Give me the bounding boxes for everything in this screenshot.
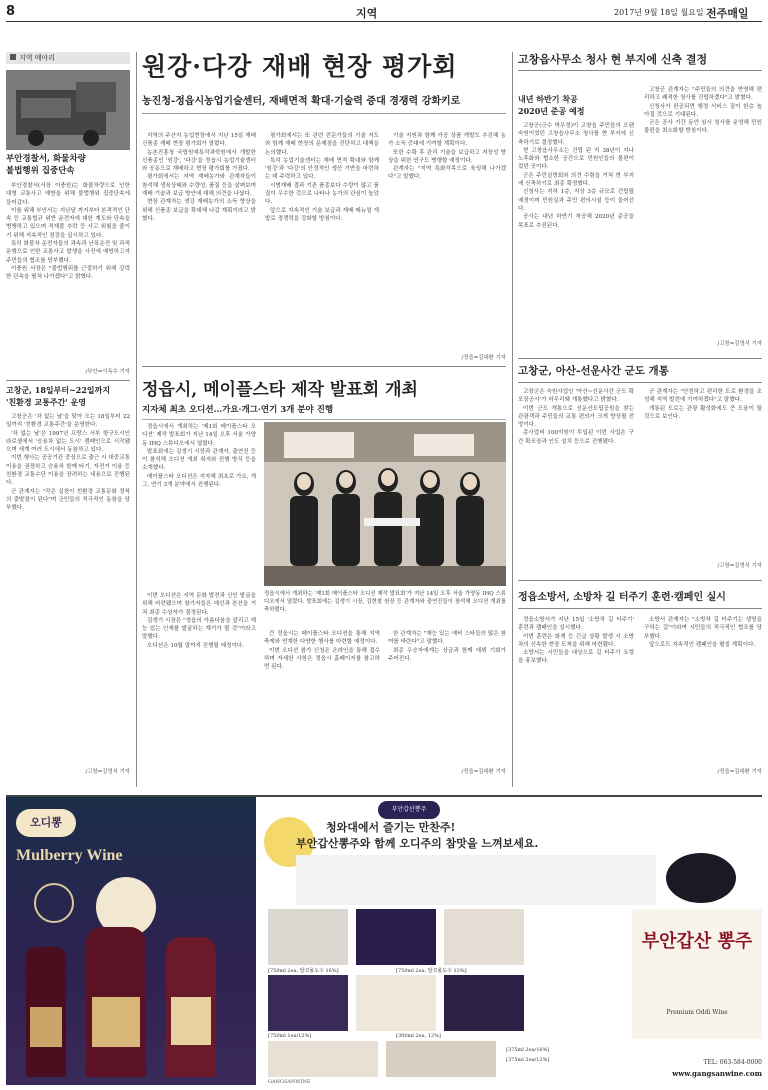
left-divider	[6, 380, 130, 381]
ad-gift-label-5: [375ml 2ea/16%]	[506, 1047, 550, 1053]
middle-article-subtitle: 지자체 최초 오디션…가요·개그·연기 3개 분야 진행	[142, 404, 506, 420]
ad-company: GANGSANWINE	[268, 1079, 311, 1085]
ad-bottle-3	[166, 937, 216, 1077]
ad-gift-label-1: [750ml 2ea, 알코올도수 16%]	[268, 968, 339, 974]
ad-product-3	[444, 909, 524, 965]
ad-brand-en: Mulberry Wine	[16, 847, 123, 864]
right-a1-byline: /고창=김영식 기자	[717, 341, 762, 347]
right-a3-col-1: 정읍소방서가 지난 15일 '소방차 길 터주기' 훈련과 캠페인을 실시했다. 이번 훈련은 화재 등 긴급 상황 발생 시 소방차의 신속한 현장 도착을 위해 마련됐다. 소방서는 시민들을 대상으로 길 터주기 요령을 홍보했다.	[518, 617, 634, 665]
ad-product-5	[356, 975, 436, 1031]
right-divider-1	[518, 358, 762, 359]
left-h1-title: 부안경찰서, 화물차량	[6, 154, 86, 164]
left-h1-byline: /부안=이옥수 기자	[85, 369, 130, 375]
right-a1-lead-2: 2020년 준공 예정	[518, 106, 585, 116]
top-article-col-3: 기술 지원과 함께 가공 상품 개발도 추진해 농가 소득 증대에 기여할 계획이다. 또한 수확 후 관리 기술을 보급하고 저장성 향상을 위한 연구도 병행할 예정이다. 관계자는 "지역 특화작목으로 육성해 나가겠다"고 말했다.	[388, 133, 506, 181]
right-a2-title: 고창군, 아산-선운사간 군도 개통	[518, 364, 762, 383]
ad-product-4	[268, 975, 348, 1031]
masthead	[6, 4, 762, 22]
ad-calligraphy-en: Premium Oddi Wine	[666, 1009, 728, 1016]
left-photo	[6, 70, 130, 150]
ad-calligraphy: 부안갑산 뽕주	[641, 931, 753, 952]
right-a1-lead-1: 내년 하반기 착공	[518, 94, 578, 104]
ad-badge: 부안갑산뽕주	[378, 801, 440, 819]
top-article-subtitle: 농진청-정읍시농업기술센터, 재배면적 확대·기술력 증대 경쟁력 강화키로	[142, 95, 506, 114]
left-h2-title: 고창군, 18일부터~22일까지	[6, 385, 111, 395]
label-marker-icon	[10, 54, 16, 60]
ad-gift-label-2: [750ml 2ea, 알코올도수 12%]	[396, 968, 467, 974]
top-article-col-1: 지역의 주산지 농업현장에서 지난 15일 재배 신품종 재배 현장 평가회가 열렸다. 농촌진흥청 국립원예특작과학원에서 개발한 신품종인 '원강', '다강'을 정읍시 농업기술센터와 공동으로 재배하고 현장 평가회를 가졌다. 평가회에서는 지역 재배농가와 관계자들이 참석해 생육상태와 수량성, 품질 등을 살펴보며 재배 기술과 보급 방안에 대해 의견을 나눴다. 현장 관계자는 생강 재배농가의 소득 향상을 위해 신품종 보급을 확대해 나갈 계획이라고 밝혔다.	[142, 133, 256, 222]
middle-article-col-4: 한 관계자는 "재능 있는 예비 스타들의 많은 참여를 바란다"고 말했다. 최종 우승자에게는 상금과 함께 데뷔 기회가 주어진다.	[388, 631, 506, 662]
ad-tagline: 청와대에서 즐기는 만찬주!	[326, 821, 456, 834]
middle-article-byline: /정읍=김대환 기자	[461, 769, 506, 775]
ad-product-6	[444, 975, 524, 1031]
top-article-byline: /정읍=김대환 기자	[461, 355, 506, 361]
right-a2-col-2: 군 관계자는 "안전하고 편리한 도로 환경을 조성해 지역 발전에 기여하겠다"고 말했다. 개통된 도로는 관광 활성화에도 큰 도움이 될 것으로 보인다.	[644, 389, 762, 420]
left-article-2: 고창군은 '차 없는 날'을 맞아 오는 18일부터 22일까지 '친환경 교통주간'을 운영한다. '차 없는 날'은 1997년 프랑스 서부 항구도시인 라로셸에서 '승용차 없는 도시' 캠페인으로 시작됐으며 세계 여러 도시에서 동참하고 있다. 이번 행사는 공공기관 중심으로 출근 시 대중교통 이용을 권장하고 승용차 함께 타기, 자전거 이용 등 친환경 교통수단 이용을 장려하는 내용으로 진행된다. 군 관계자는 "작은 실천이 친환경 교통문화 정착의 출발점이 된다"며 군민들의 적극적인 동참을 당부했다.	[6, 414, 130, 512]
left-label: 지역 메아리	[6, 52, 130, 64]
ad-brand-logo: 오디뽕	[16, 809, 76, 837]
left-h2-subtitle: '친환경 교통주간' 운영	[6, 397, 87, 407]
ad-bottle-1	[26, 947, 66, 1077]
ad-product-2	[356, 909, 436, 965]
section-title: 지역	[356, 7, 378, 20]
paper-name: 전주매일	[706, 7, 749, 20]
ad-product-1	[268, 909, 348, 965]
ad-gift-label-3: [750ml 1ea/12%]	[268, 1033, 312, 1039]
ad-bottle-2	[86, 927, 146, 1077]
ad-emblem	[34, 883, 74, 923]
top-article-title: 원강·다강 재배 현장 평가회	[142, 52, 458, 81]
ad-gift-label-4: [300ml 2ea, 12%]	[396, 1033, 441, 1039]
middle-article-col-3: 간 정읍시는 메이플스타 오디션을 통해 지역 축제와 연계한 다양한 행사를 마련할 예정이다. 이번 오디션 참가 신청은 온라인을 통해 접수하며 자세한 사항은 정읍시 홈페이지를 참고하면 된다.	[264, 631, 380, 671]
right-a3-byline: /정읍=김대환 기자	[717, 769, 762, 775]
ad-url: www.gangsanwine.com	[672, 1069, 762, 1078]
center-divider	[142, 366, 506, 367]
ad-gift-label-6: [375ml 2ea/12%]	[506, 1057, 550, 1063]
right-divider-2	[518, 580, 762, 581]
issue-date: 2017년 9월 18일 월요일	[614, 8, 704, 17]
right-a3-title: 정읍소방서, 소방차 길 터주기 훈련·캠페인 실시	[518, 590, 762, 609]
ad-copy-block	[296, 855, 656, 905]
ad-calligraphy-panel	[632, 909, 762, 1039]
middle-article-col-2: 이번 오디션은 지역 문화 발전과 신인 발굴을 위해 마련됐으며 참가자들은 예선과 본선을 거쳐 최종 수상자가 결정된다. 김생기 시장은 "정읍의 아름다움을 알리고 재능 있는 인재를 발굴하는 계기가 될 것"이라고 말했다. 오디션은 10월 말까지 진행될 예정이다.	[142, 593, 256, 649]
middle-photo-caption: 정읍시에서 개최하는 '제1회 메이플스타 오디션 제작 발표회'가 지난 14일 오후 서울 가양동 IHQ 스튜디오에서 열렸다. 발표회에는 김생기 시장, 김현철 원장 등 관계자와 출연진들이 참석해 오디션 개최를 축하했다.	[264, 591, 506, 613]
right-a1-title: 고창읍사무소 청사 현 부지에 신축 결정	[518, 52, 762, 71]
ad-phone: TEL: 063-584-0000	[703, 1059, 762, 1066]
ad-brand-panel	[6, 797, 256, 1085]
right-a3-col-2: 소방서 관계자는 "소방차 길 터주기는 생명을 구하는 길"이라며 시민들의 적극적인 협조를 당부했다. 앞으로도 지속적인 캠페인을 펼칠 계획이다.	[644, 617, 762, 648]
middle-article-title: 정읍시, 메이플스타 제작 발표회 개최	[142, 380, 418, 400]
left-article-1: 부안경찰서(서장 이충원)는 화물차량으로 인한 대형 교통사고 예방을 위해 불법행위 집중단속에 들어갔다. 이를 위해 부안서는 지난달 까지부터 본격적인 단속 등 교통법규 위반 운전자에 대한 계도와 단속을 병행하고 있으며 적재물 추락 등 사고 위험을 줄이기 위해 지속적인 점검을 실시하고 있다. 특히 화물차 운전자들의 과속과 난폭운전 및 과적운행으로 인한 교통사고 발생을 사전에 예방하고자 주민들의 협조를 당부했다. 이충원 서장은 "불법행위를 근절하기 위해 강력한 단속을 펼쳐 나가겠다"고 밝혔다.	[6, 183, 130, 281]
top-article-col-2: 평가회에서는 또 관련 전문가들의 기술 지도와 함께 재배 현장의 문제점을 진단하고 대책을 논의했다. 특히 농업기술센터는 재배 면적 확대와 함께 '원강'과 '다강'의 안정적인 생산 기반을 마련하는 데 주력하고 있다. 시범재배 결과 기존 품종보다 수량이 많고 품질이 우수한 것으로 나타나 농가의 관심이 높았다. 앞으로 지속적인 기술 보급과 재배 매뉴얼 개발로 경쟁력을 강화할 방침이다.	[265, 133, 379, 222]
middle-photo	[264, 422, 506, 586]
ad-product-8	[386, 1041, 496, 1077]
right-a2-byline: /고창=김영식 기자	[717, 563, 762, 569]
advertisement	[6, 795, 762, 1085]
right-a1-col-2: 고창군 관계자는 "주민들의 의견을 반영해 편리하고 쾌적한 청사를 건립하겠다"고 밝혔다. 신청사가 완공되면 행정 서비스 질이 한층 높아질 것으로 기대된다. 군은 공사 기간 동안 임시 청사를 운영해 민원 불편을 최소화할 방침이다.	[644, 87, 762, 135]
left-h1-subtitle: 불법행위 집중단속	[6, 166, 75, 176]
column-divider-left	[136, 52, 137, 787]
ad-headline: 부안갑산뽕주와 함께 오디주의 참맛을 느껴보세요.	[296, 837, 539, 850]
left-h2-byline: /고창=김영식 기자	[85, 769, 130, 775]
column-divider-right	[512, 52, 513, 787]
ad-grapes	[666, 853, 736, 903]
right-a2-col-1: 고창군은 숙원사업인 '아산~선운사간 군도 확포장공사'가 마무리돼 개통했다고 밝혔다. 이번 군도 개통으로 선운산도립공원을 찾는 관광객과 주민들의 교통 편의가 크게 향상될 전망이다. 총사업비 100억원이 투입된 이번 사업은 구간 확포장과 인도 설치 등으로 진행됐다.	[518, 389, 634, 445]
right-a1-col-1: 고창군(군수 박우정)이 고창읍 주민들의 오랜 숙원이었던 고창읍사무소 청사를 현 부지에 신축하기로 결정했다. 현 고창읍사무소는 건립 된 지 38년이 지나 노후화와 협소한 공간으로 민원인들의 불편이 컸던 곳이다. 군은 주민설명회와 의견 수렴을 거쳐 현 부지에 신축하기로 최종 확정했다. 신청사는 지하 1층, 지상 3층 규모로 건립될 예정이며 민원실과 주민 편의시설 등이 들어선다. 공사는 내년 하반기 착공해 2020년 준공을 목표로 추진된다.	[518, 123, 634, 229]
ad-product-7	[268, 1041, 378, 1077]
page-number: 8	[6, 4, 16, 19]
middle-article-col-1: 정읍시에서 개최하는 '제1회 메이플스타 오디션' 제작 발표회가 지난 14일 오후 서울 가양동 IHQ 스튜디오에서 열렸다. 발표회에는 김생기 시장과 관계자, 출연진 등이 참석해 오디션 개최 취지와 진행 방식 등을 소개했다. 메이플스타 오디션은 지자체 최초로 가요, 개그, 연기 3개 분야에서 진행된다.	[142, 424, 256, 489]
